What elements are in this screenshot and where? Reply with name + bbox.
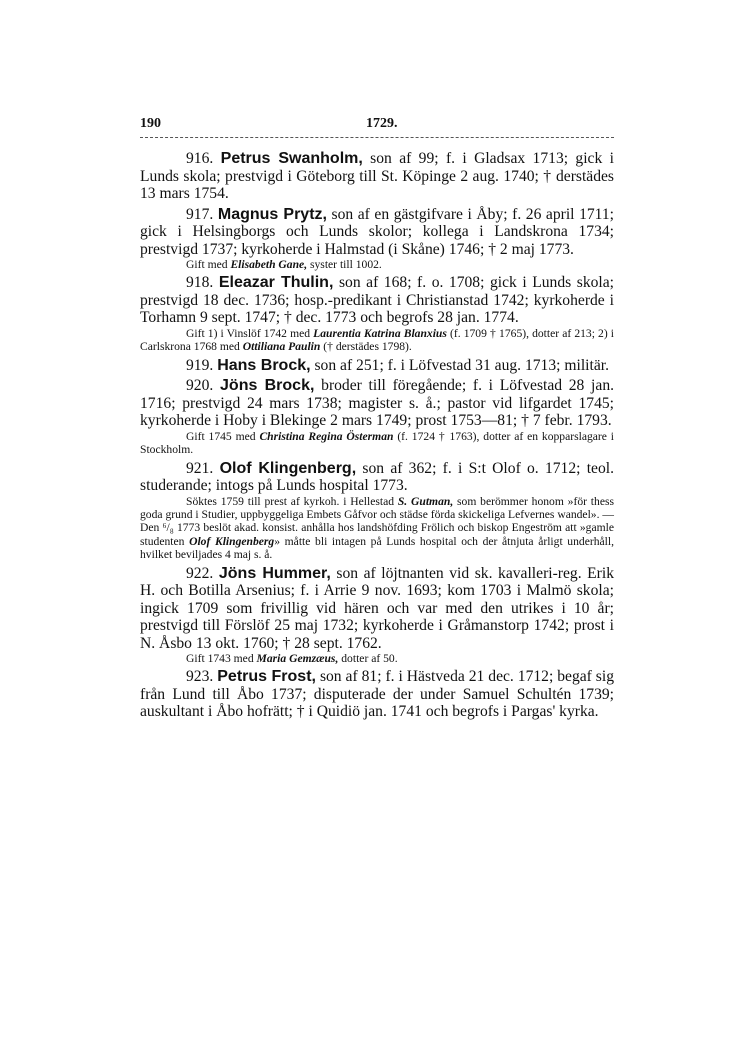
entry-number: 922. bbox=[186, 564, 214, 582]
entry-921 bbox=[140, 460, 614, 562]
entries-column bbox=[140, 150, 614, 724]
entry-text: broder till föregående; f. i Löfvestad 28 jan. 1716; prestvigd 24 mars 1738; magister s. å.; pastor vid lifgardet 1745; kyrkoherde i Hoby i Blekinge 2 mars 1749; prost 1753—81; † 7 febr. 1793. bbox=[140, 377, 615, 430]
entry-number: 920. bbox=[186, 377, 214, 395]
entry-text: son af löjtnanten vid sk. kavalleri-reg. Erik H. och Botilla Arsenius; f. i Arrie 9 nov. 1693; kom 1703 i Malmö skola; ingick 1709 som frivillig vid hären och var med den utrikes i 10 år; prestvigd till Förslöf 25 maj 1732; kyrkoherde i Gråmanstorp 1742; prost i N. Åsbo 13 okt. 1760; † 28 sept. 1762. bbox=[140, 564, 615, 652]
entry-916 bbox=[140, 150, 614, 203]
entry-text: son af 362; f. i S:t Olof o. 1712; teol. studerande; intogs på Lunds hospital 1773. bbox=[140, 459, 615, 495]
spouse-name: Maria Gemzæus, bbox=[256, 652, 339, 666]
page-number: 190 bbox=[140, 116, 161, 131]
entry-name: Olof Klingenberg, bbox=[219, 459, 357, 477]
entry-note: Gift 1) i Vinslöf 1742 med Laurentia Katrina Blanxius (f. 1709 † 1765), dotter af 213; 2) i Carlskrona 1768 med Ottiliana Paulin († derstädes 1798). bbox=[140, 326, 614, 354]
entry-name: Magnus Prytz, bbox=[217, 205, 327, 223]
entry-918 bbox=[140, 274, 614, 353]
entry-text: son af 81; f. i Hästveda 21 dec. 1712; begaf sig från Lund till Åbo 1737; disputerade der under Samuel Schultén 1739; auskultant i Åbo hofrätt; † i Quidiö jan. 1741 och begrofs i Pargas' kyrka. bbox=[140, 668, 615, 721]
entry-number: 918. bbox=[186, 274, 214, 292]
entry-text: son af 168; f. o. 1708; gick i Lunds skola; prestvigd 18 dec. 1736; hosp.-predikant i Christianstad 1742; kyrkoherde i Torhamn 9 sept. 1747; † dec. 1773 och begrofs 28 jan. 1774. bbox=[140, 274, 614, 327]
entry-number: 921. bbox=[186, 459, 214, 477]
person-name: S. Gutman, bbox=[397, 494, 454, 508]
spouse-name: Elisabeth Gane, bbox=[230, 258, 308, 271]
entry-917 bbox=[140, 206, 614, 272]
entry-name: Eleazar Thulin, bbox=[218, 274, 334, 292]
entry-text: son af 99; f. i Gladsax 1713; gick i Lunds skola; prestvigd i Göteborg till St. Köpinge 2 aug. 1740; † derstädes 13 mars 1754. bbox=[140, 150, 614, 202]
entry-919 bbox=[140, 357, 614, 375]
running-year: 1729. bbox=[366, 116, 398, 131]
entry-name: Petrus Swanholm, bbox=[220, 150, 363, 167]
entry-text: son af en gästgifvare i Åby; f. 26 april 1711; gick i Helsingborgs och Lunds skolor; kollega i Landskrona 1734; prestvigd 1737; kyrkoherde i Halmstad (i Skåne) 1746; † 2 maj 1773. bbox=[140, 205, 615, 258]
running-header bbox=[140, 116, 614, 136]
entry-note: Gift med Elisabeth Gane, syster till 1002. bbox=[186, 258, 382, 271]
entry-number: 916. bbox=[186, 150, 214, 167]
entry-name: Hans Brock, bbox=[217, 356, 311, 374]
entry-name: Jöns Brock, bbox=[220, 377, 315, 395]
entry-text: son af 251; f. i Löfvestad 31 aug. 1713; militär. bbox=[314, 356, 609, 374]
entry-number: 919. bbox=[186, 356, 214, 374]
entry-922 bbox=[140, 565, 614, 666]
entry-note: Gift 1745 med Christina Regina Österman (f. 1724 † 1763), dotter af en kopparslagare i Stockholm. bbox=[140, 429, 615, 457]
entry-920 bbox=[140, 377, 614, 456]
person-name: Olof Klingenberg bbox=[189, 534, 275, 548]
spouse-name: Christina Regina Österman bbox=[259, 429, 394, 443]
header-rule bbox=[140, 137, 614, 138]
entry-note: Söktes 1759 till prest af kyrkoh. i Hellestad S. Gutman, som berömmer honom »för thess goda grund i Studier, uppbyggeliga Embets Gåfvor och städse förda skickeliga Lefvernes wandel». — Den ⁶/₈ 1773 beslöt akad. konsist. anhålla hos landshöfding Frölich och biskop Engeström att »gamle studenten Olof Klingenberg» måtte bli intagen på Lunds hospital och der åtnjuta årligt underhåll, hvilket beviljades 4 maj s. å. bbox=[140, 494, 614, 562]
spouse-name: Ottiliana Paulin bbox=[242, 340, 321, 354]
entry-note: Gift 1743 med Maria Gemzæus, dotter af 50. bbox=[186, 652, 398, 666]
spouse-name: Laurentia Katrina Blanxius bbox=[313, 326, 447, 340]
entry-name: Petrus Frost, bbox=[217, 668, 316, 686]
entry-number: 923. bbox=[186, 668, 214, 686]
entry-number: 917. bbox=[186, 205, 214, 223]
entry-name: Jöns Hummer, bbox=[218, 564, 331, 582]
entry-923 bbox=[140, 668, 614, 721]
